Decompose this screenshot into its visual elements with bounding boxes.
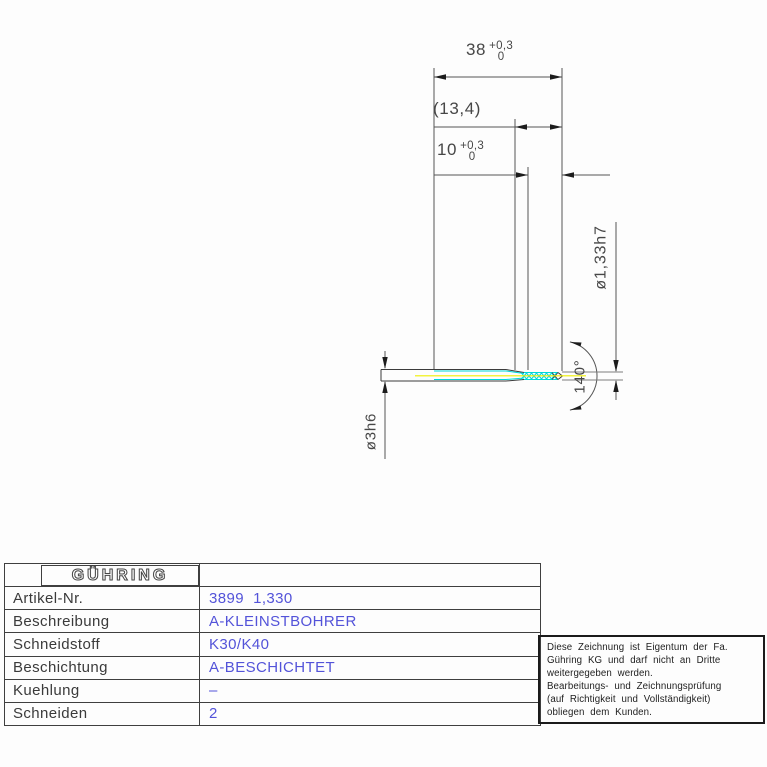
logo-cell (5, 564, 200, 586)
table-row-logo (5, 564, 540, 586)
row-value: – (209, 682, 218, 700)
row-label: Schneidstoff (5, 633, 200, 655)
row-value: 3899 1,330 (209, 589, 293, 607)
table-row (5, 679, 540, 702)
title-block-table (4, 563, 541, 726)
tol-upper: +0,3 (489, 40, 514, 52)
dim-overall-value: 38 (466, 40, 487, 59)
table-row (5, 632, 540, 655)
disclaimer-line: Diese Zeichnung ist Eigentum der Fa. (547, 642, 728, 653)
table-row (5, 609, 540, 632)
dimension-drilling-depth (437, 141, 484, 162)
empty-cell (200, 564, 540, 586)
row-label: Schneiden (5, 703, 200, 725)
row-value: A-KLEINSTBOHRER (209, 612, 357, 630)
row-label: Artikel-Nr. (5, 587, 200, 609)
dim-depth-value: 10 (437, 140, 458, 159)
row-value: 2 (209, 705, 218, 723)
row-value: A-BESCHICHTET (209, 659, 336, 677)
disclaimer-line: obliegen dem Kunden. (547, 706, 652, 718)
tol-upper: +0,3 (460, 140, 485, 152)
table-row (5, 656, 540, 679)
table-row (5, 702, 540, 725)
tol-lower: 0 (497, 50, 505, 63)
ownership-disclaimer-note (538, 635, 765, 724)
tol-lower: 0 (468, 150, 476, 163)
row-label: Kuehlung (5, 680, 200, 702)
row-label: Beschichtung (5, 657, 200, 679)
dimension-tip-diameter: ø1,33h7 (592, 225, 610, 290)
dimension-point-angle: 140° (571, 359, 589, 394)
disclaimer-line: Gühring KG und darf nicht an Dritte (547, 654, 721, 666)
row-value: K30/K40 (209, 635, 270, 653)
disclaimer-line: (auf Richtigkeit und Vollständigkeit) (547, 693, 711, 705)
guehring-logo: GÜHRING (41, 565, 199, 586)
disclaimer-line: Bearbeitungs- und Zeichnungsprüfung (547, 680, 722, 692)
disclaimer-line: weitergegeben werden. (547, 667, 653, 679)
dimension-overall-length (466, 41, 513, 62)
row-label: Beschreibung (5, 610, 200, 632)
dimension-reference-length: (13,4) (433, 99, 482, 118)
dim-depth-tolerance (460, 141, 484, 162)
table-row (5, 586, 540, 609)
dimension-shank-diameter: ø3h6 (362, 412, 380, 451)
dim-overall-tolerance (489, 41, 513, 62)
